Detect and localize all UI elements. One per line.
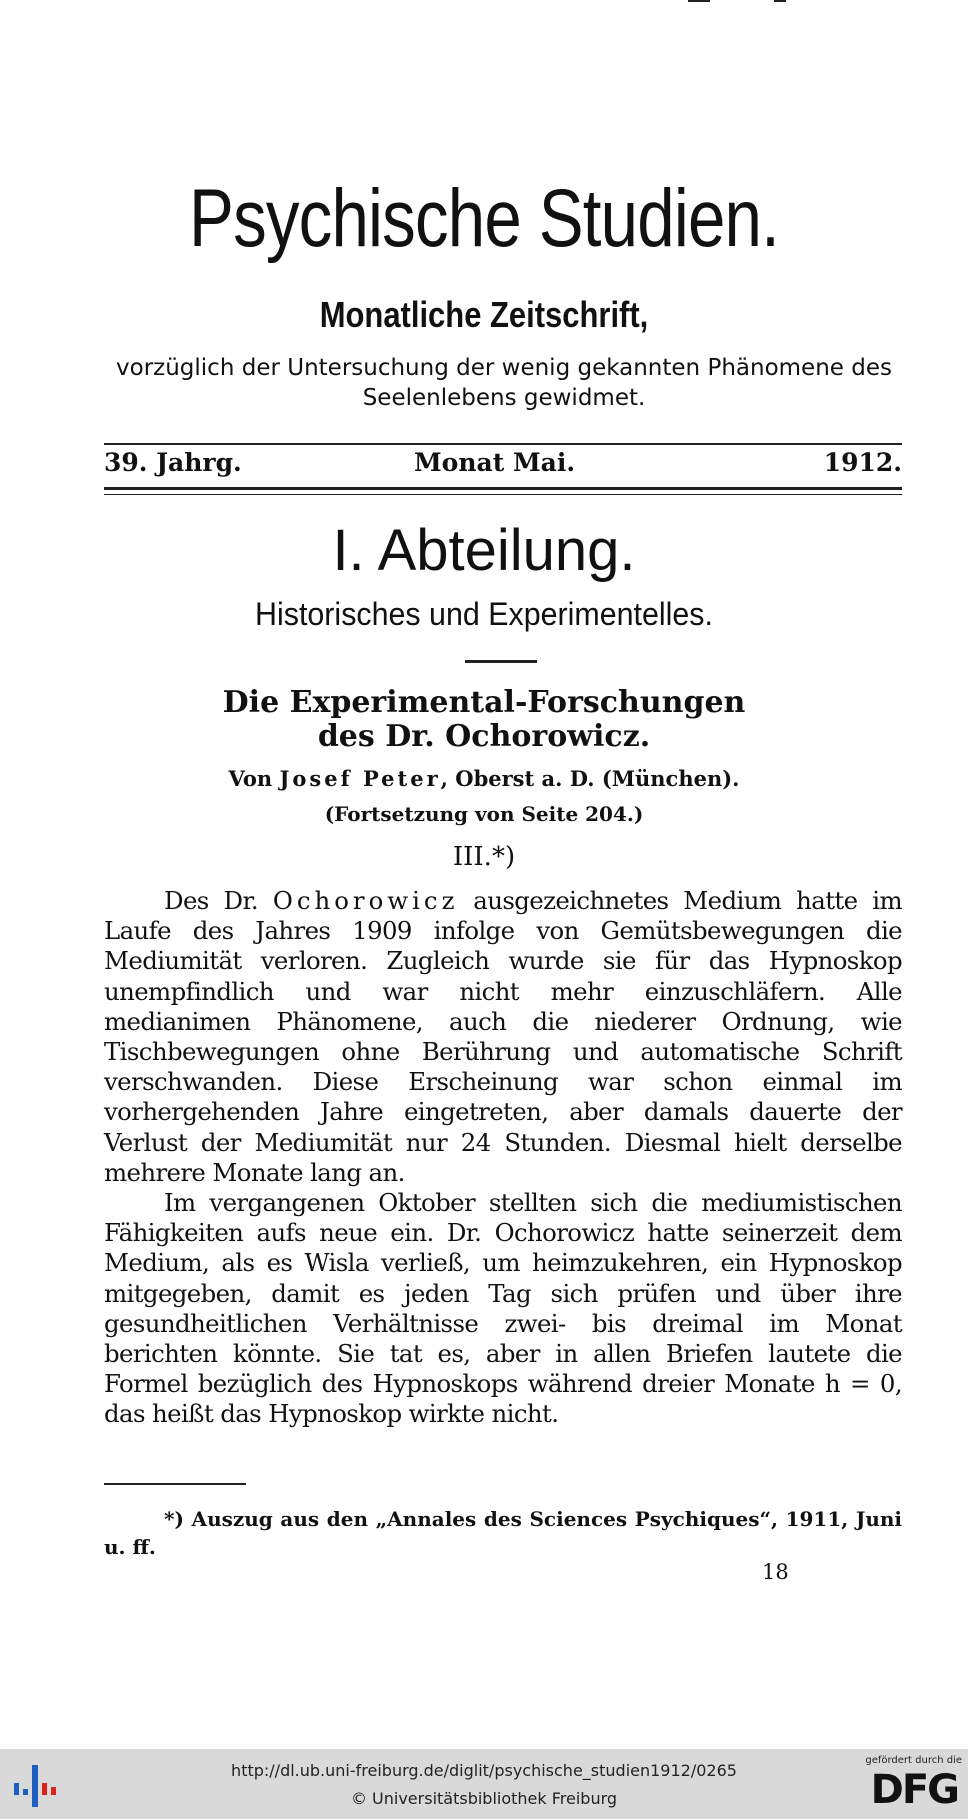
page-number: 18 — [762, 1560, 789, 1584]
footnote — [104, 1505, 902, 1561]
footnote-rule — [104, 1483, 246, 1485]
article-author — [0, 766, 968, 791]
footnote-text: *) Auszug aus den „Annales des Sciences Psychiques“, 1911, Juni u. ff. — [104, 1507, 902, 1559]
dfg-logo — [842, 1755, 962, 1815]
issue-bottom-rule-thick — [104, 487, 902, 490]
issue-bottom-rule-thin — [104, 494, 902, 495]
footer-bar — [0, 1749, 968, 1819]
journal-subtitle: Monatliche Zeitschrift, — [319, 294, 649, 335]
article-title-line1: Die Experimental-Forschungen — [222, 685, 746, 720]
section-subheading: Historisches und Experimentelles. — [255, 596, 713, 632]
author-prefix: Von — [228, 766, 273, 791]
paragraph-1-name: Ochorowicz — [272, 886, 459, 915]
continuation-note: (Fortsetzung von Seite 204.) — [324, 802, 644, 826]
issue-date: 1912. — [823, 448, 902, 477]
paragraph-1-rest: ausgezeichnetes Medium hatte im Laufe des Jahres 1909 infolge von Gemütsbewegungen die Mediumität verloren. Zugleich wurde sie für das Hypnoskop unempfindlich und war nicht mehr einzuschläfern. Alle medianimen Phänomene, auch die niederer Ordnung, wie Tischbewegungen ohne Berührung und automatische Schrift verschwanden. Diese Erscheinung war schon einmal im vorhergehenden Jahre eingetreten, aber damals dauerte der Verlust der Mediumität nur 24 Stunden. Diesmal hielt derselbe mehrere Monate lang an. — [104, 886, 902, 1187]
author-name: Josef Peter — [279, 766, 441, 791]
article-title-line2: des Dr. Ochorowicz. — [317, 719, 651, 754]
copyright-text: © Universitätsbibliothek Freiburg — [350, 1789, 618, 1808]
journal-title: Psychische Studien. — [189, 173, 779, 264]
section-heading: I. Abteilung. — [332, 518, 636, 583]
issue-top-rule — [104, 443, 902, 445]
article-body — [104, 886, 902, 1430]
document-url-link[interactable]: http://dl.ub.uni-freiburg.de/diglit/psychische_studien1912/0265 — [231, 1761, 737, 1780]
author-suffix: , Oberst a. D. (München). — [440, 766, 740, 791]
journal-description: vorzüglich der Untersuchung der wenig gekannten Phänomene des Seelenlebens gewidmet. — [116, 355, 892, 411]
issue-year: 39. Jahrg. — [104, 448, 242, 477]
section-separator — [465, 660, 537, 663]
dfg-logo-text: DFG — [870, 1767, 958, 1813]
paragraph-1-start: Des Dr. — [164, 886, 259, 915]
part-number: III.*) — [452, 842, 516, 872]
top-edge-marks — [688, 0, 792, 4]
paragraph-2: Im vergangenen Oktober stellten sich die mediumistischen Fähigkeiten aufs neue ein. Dr. Ochorowicz hatte seinerzeit dem Medium, als es Wisla verließ, um heimzukehren, ein Hypnoskop mitgegeben, damit es jeden Tag sich prüfen und über ihre gesundheitlichen Verhältnisse zwei- bis dreimal im Monat berichten könnte. Sie tat es, aber in allen Briefen lautete die Formel bezüglich des Hypnoskops während dreier Monate h = 0, das heißt das Hypnoskop wirkte nicht. — [104, 1188, 902, 1429]
paragraph-1 — [104, 886, 902, 1188]
article-title — [0, 686, 968, 754]
issue-month: Monat Mai. — [414, 448, 576, 477]
dfg-caption: gefördert durch die — [865, 1755, 962, 1766]
